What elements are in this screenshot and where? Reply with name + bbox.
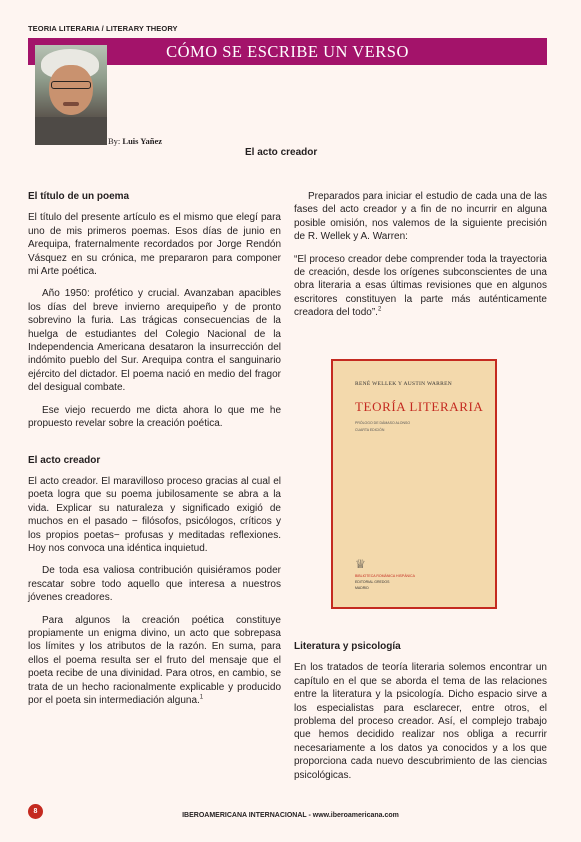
paragraph: El título del presente artículo es el mismo que elegí para uno de mis primeros poemas. Esos días de junio en Arequipa, fraternalmente recordados por Jorge Rendón Vásquez en su crónica, me prepararon para componer mi Arte poética. xyxy=(28,212,281,278)
paragraph: De toda esa valiosa contribución quisiéramos poder rescatar sobre todo aquello que interesa a nuestros jóvenes creadores. xyxy=(28,565,281,604)
book-publisher: EDITORIAL GREDOS xyxy=(355,580,390,584)
heading-acto-creador: El acto creador xyxy=(28,454,101,466)
paragraph: El acto creador. El maravilloso proceso gracias al cual el poeta logra que su poema jubilosamente se abra a la vida. Explicar su naturaleza y significado exigió de muchos en el pasado − filósofos, psicólogos, críticos y los propios poetas− profusas y meditadas reflexiones. Hoy nos convoca una idéntica inquietud. xyxy=(28,475,281,554)
book-publisher-series: BIBLIOTECA ROMÁNICA HISPÁNICA xyxy=(355,574,415,578)
byline-prefix: By: xyxy=(108,136,121,146)
right-column xyxy=(294,190,547,329)
author-name: Luis Yañez xyxy=(122,136,163,146)
book-authors: RENÉ WELLEK Y AUSTIN WARREN xyxy=(355,381,453,387)
page-number: 8 xyxy=(28,804,43,819)
paragraph: En los tratados de teoría literaria solemos encontrar un capítulo en el que se aborda el tema de las relaciones entre la literatura y la psicología. Dicho espacio sirve a los especialistas para esclarecer, entre otros, el problema del proceso creador. Así, el complejo trabajo que hemos decidido realizar nos obliga a recurrir necesariamente a los datos ya conocidos y a los que proporciona cada nuevo descubrimiento de las ciencias psicológicas. xyxy=(294,662,547,781)
footer-text: IBEROAMERICANA INTERNACIONAL - www.iberoamericana.com xyxy=(182,812,399,819)
quote: “El proceso creador debe comprender toda la trayectoria de creación, desde los orígenes subconscientes de una obra literaria a esas últimas revisiones que en algunos escritores constituyen la parte más auténticamente creadora del todo”.$^2$ xyxy=(294,253,547,319)
book-edition: CUARTA EDICIÓN xyxy=(355,428,385,432)
heading-titulo: El título de un poema xyxy=(28,191,130,202)
heading-literatura-psicologia: Literatura y psicología xyxy=(294,641,401,652)
paragraph: Para algunos la creación poética constituye propiamente un enigma divino, un acto que sobrepasa los límites y los atributos de la razón. En suma, para ellos el poema resulta ser el fruto del mensaje que el poeta recibe de una divinidad. Para otros, en cambio, se trata de un hecho racionalmente explicable y producido por el poeta sin intermediación alguna.$^1$ xyxy=(28,614,281,706)
author-photo xyxy=(35,45,107,145)
article-title: CÓMO SE ESCRIBE UN VERSO xyxy=(28,38,547,65)
paragraph: Año 1950: profético y crucial. Avanzaban apacibles los días del breve invierno arequipeño y de pronto sobrevino la furia. Las trágicas consecuencias de la huelga de estudiantes del Colegio Nacional de la Independencia Americana desataron la insurrección del indómito pueblo del Sur. Arequipa contra el sanguinario ejército del dictador. El poema nació en medio del fragor del desigual combate. xyxy=(28,288,281,394)
subtitle: El acto creador xyxy=(245,147,318,158)
book-cover-image xyxy=(331,359,497,609)
footnote-1: 1 xyxy=(199,694,204,701)
footnote-2: 2 xyxy=(377,306,382,313)
book-title: TEORÍA LITERARIA xyxy=(355,399,484,414)
byline xyxy=(108,136,162,146)
left-column xyxy=(28,190,281,716)
paragraph: Preparados para iniciar el estudio de cada una de las fases del acto creador y a fin de no incurrir en alguna posible omisión, nos valemos de la siguiente precisión de R. Wellek y A. Warren: xyxy=(294,191,547,243)
section-label: TEORIA LITERARIA / LITERARY THEORY xyxy=(28,24,178,33)
book-city: MADRID xyxy=(355,586,369,590)
right-column-lower xyxy=(294,640,547,791)
publisher-logo-icon: ♕ xyxy=(355,557,366,571)
book-prologue: PRÓLOGO DE DÁMASO ALONSO xyxy=(355,421,411,425)
paragraph: Ese viejo recuerdo me dicta ahora lo que me he propuesto revelar sobre la creación poética. xyxy=(28,404,281,430)
